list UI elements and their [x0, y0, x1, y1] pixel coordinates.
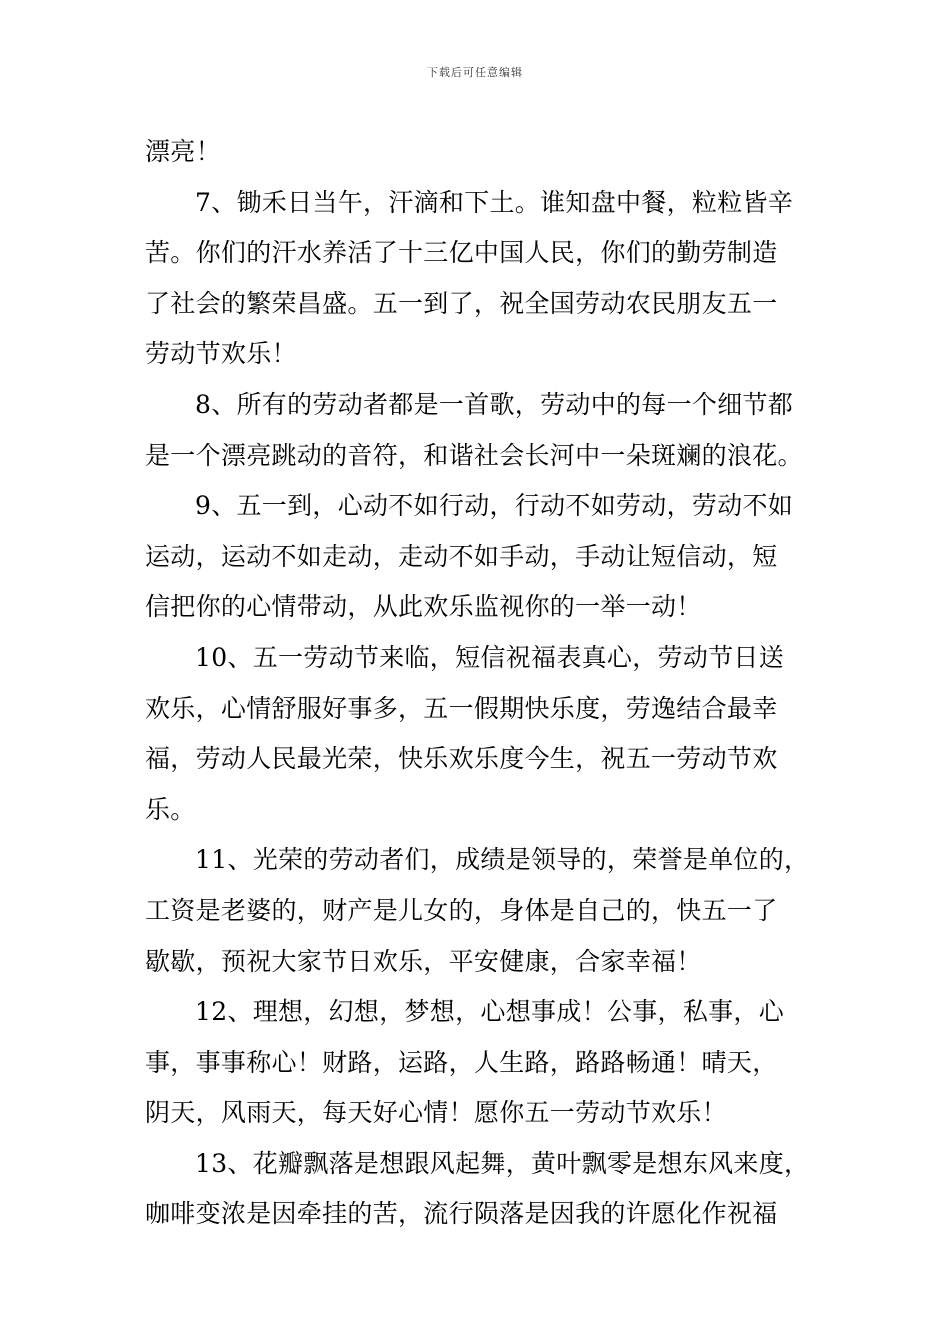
text-line: 是一个漂亮跳动的音符，和谐社会长河中一朵斑斓的浪花。: [145, 440, 803, 470]
text-line: 欢乐，心情舒服好事多，五一假期快乐度，劳逸结合最幸: [145, 693, 778, 723]
text-line: 苦。你们的汗水养活了十三亿中国人民，你们的勤劳制造: [145, 238, 778, 268]
text-line: 劳动节欢乐！: [145, 339, 297, 369]
text-line: 了社会的繁荣昌盛。五一到了，祝全国劳动农民朋友五一: [145, 288, 778, 318]
text-line: 11、光荣的劳动者们，成绩是领导的，荣誉是单位的，: [195, 845, 810, 875]
body-text: [145, 127, 810, 1240]
text-line: 8、所有的劳动者都是一首歌，劳动中的每一个细节都: [195, 389, 794, 419]
text-line: 歇歇，预祝大家节日欢乐，平安健康，合家幸福！: [145, 946, 702, 976]
text-line: 信把你的心情带动，从此欢乐监视你的一举一动！: [145, 592, 702, 622]
text-line: 阴天，风雨天，每天好心情！愿你五一劳动节欢乐！: [145, 1098, 727, 1128]
page-header: 下载后可任意编辑: [427, 66, 523, 79]
text-line: 13、花瓣飘落是想跟风起舞，黄叶飘零是想东风来度，: [195, 1148, 810, 1178]
text-line: 12、理想，幻想，梦想，心想事成！公事，私事，心: [195, 997, 785, 1027]
text-line: 工资是老婆的，财产是儿女的，身体是自己的，快五一了: [145, 895, 778, 925]
text-line: 7、锄禾日当午，汗滴和下土。谁知盘中餐，粒粒皆辛: [195, 187, 794, 217]
text-line: 10、五一劳动节来临，短信祝福表真心，劳动节日送: [195, 642, 785, 672]
text-line: 事，事事称心！财路，运路，人生路，路路畅通！晴天，: [145, 1047, 778, 1077]
text-line: 福，劳动人民最光荣，快乐欢乐度今生，祝五一劳动节欢: [145, 744, 778, 774]
text-line: 运动，运动不如走动，走动不如手动，手动让短信动，短: [145, 541, 778, 571]
text-line: 咖啡变浓是因牵挂的苦，流行陨落是因我的许愿化作祝福: [145, 1199, 778, 1229]
text-line: 乐。: [145, 794, 196, 824]
text-line: 漂亮！: [145, 137, 221, 166]
text-line: 9、五一到，心动不如行动，行动不如劳动，劳动不如: [195, 491, 794, 521]
